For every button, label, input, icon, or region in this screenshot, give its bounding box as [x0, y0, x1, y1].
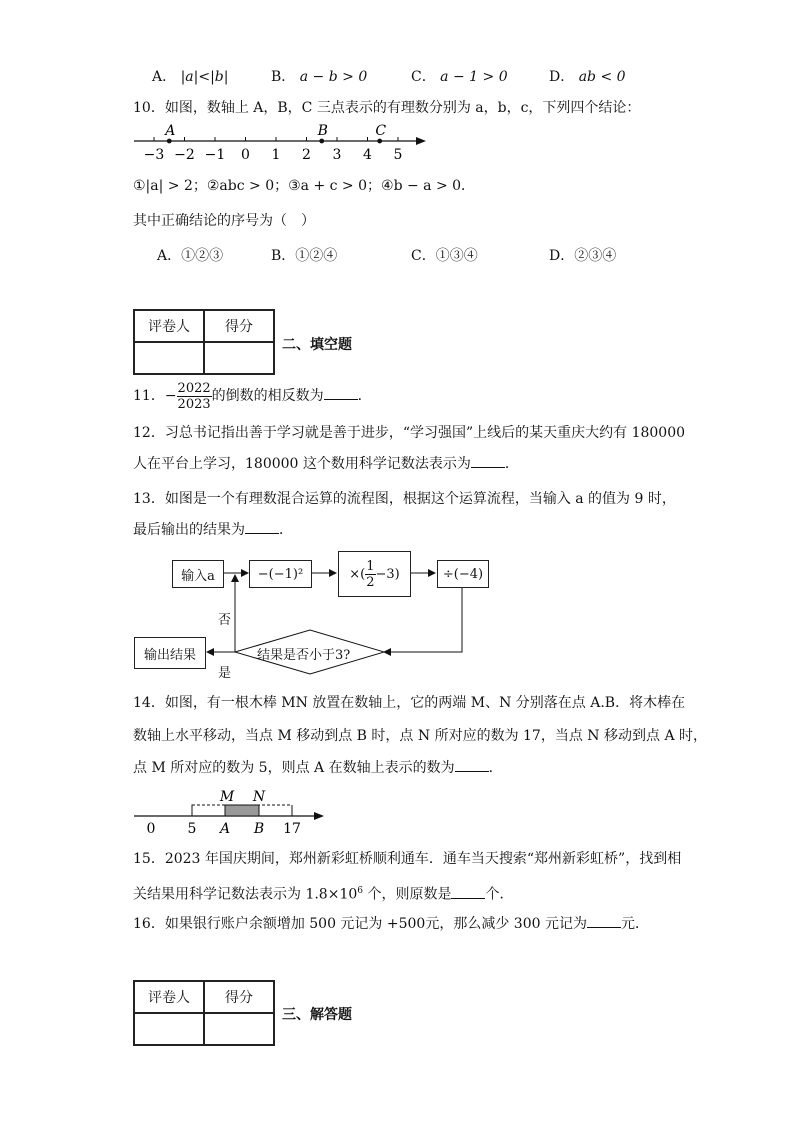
flow-step2-fraction [365, 559, 375, 590]
score-header: 得分 [204, 981, 274, 1013]
flow-step3-label: ÷(−4) [442, 566, 484, 582]
grader-header: 评卷人 [134, 310, 204, 342]
q14-line1: 14．如图，有一根木棒 MN 放置在数轴上，它的两端 M、N 分别落在点 A.B．将木棒在 [133, 695, 686, 711]
flow-output-label: 输出结果 [143, 647, 196, 663]
q14-text: 点 M 所对应的数为 5，则点 A 在数轴上表示的数为 [133, 760, 455, 776]
option-text: ①②④ [295, 248, 338, 264]
q16-text: 16．如果银行账户余额增加 500 元记为 +500元，那么减少 300 元记为 [133, 916, 587, 932]
axis-arrow-icon [314, 812, 324, 820]
q9-option-b [271, 66, 367, 86]
flow-step1-box [249, 560, 312, 588]
q14-end: ． [488, 760, 503, 776]
frac-numerator: 1 [366, 558, 375, 574]
q10-number-line [130, 120, 430, 164]
option-expr: a − 1 > 0 [440, 69, 508, 85]
q15-end: 个． [485, 886, 514, 903]
label-0: 0 [146, 821, 156, 835]
q10-conclusions: ①|a| > 2；②abc > 0；③a + c > 0；④b − a > 0． [133, 178, 476, 194]
q14-number-line [130, 785, 330, 835]
q15-line2 [133, 882, 513, 904]
answer-blank[interactable] [245, 521, 279, 534]
flow-step3-box [437, 560, 489, 588]
option-letter: A． [152, 69, 177, 85]
flow-decision-label: 结果是否小于3? [257, 648, 351, 663]
option-expr: |a|<|b| [180, 69, 229, 85]
answer-blank[interactable] [587, 915, 621, 928]
q15-text-mid: 个，则原数是 [363, 886, 452, 903]
option-letter: D． [549, 248, 575, 264]
section-title-answer: 三、解答题 [282, 1007, 352, 1023]
answer-blank[interactable] [471, 455, 505, 468]
q10-question: 其中正确结论的序号为（ ） [133, 213, 315, 229]
tick-label: 0 [241, 147, 250, 163]
q14-line2: 数轴上水平移动，当点 M 移动到点 B 时，点 N 所对应的数为 17，当点 N 移动到点 A 时， [133, 728, 707, 744]
q9-option-c [411, 66, 508, 86]
flow-output-box [134, 637, 206, 669]
answer-blank[interactable] [455, 759, 489, 772]
answer-blank[interactable] [451, 886, 485, 899]
option-expr: ab < 0 [578, 69, 626, 85]
q12-line1: 12．习总书记指出善于学习就是善于进步，“学习强国”上线后的某天重庆大约有 180000 [133, 425, 686, 441]
tick-label: −2 [174, 147, 195, 163]
score-header: 得分 [204, 310, 274, 342]
q14-line3 [133, 759, 503, 777]
q16-end: 元． [620, 916, 649, 932]
section-title-fill-blank: 二、填空题 [282, 337, 352, 353]
q10-option-a [157, 245, 223, 265]
q10-option-b [271, 245, 337, 265]
q10-option-c [411, 245, 478, 265]
option-letter: A． [157, 248, 182, 264]
tick-label: 3 [332, 147, 342, 163]
rod-mn [225, 805, 259, 816]
score-table-section3 [133, 980, 275, 1046]
flow-step2-post: −3) [375, 566, 400, 582]
q16 [133, 915, 649, 933]
q13-end: ． [279, 522, 293, 538]
option-expr: a − b > 0 [299, 69, 368, 85]
label-b: B [253, 821, 265, 835]
grader-cell[interactable] [134, 342, 204, 374]
q11-fraction [177, 381, 212, 412]
frac-numerator: 2022 [177, 380, 211, 396]
tick-label: 5 [393, 147, 403, 163]
q9-option-d [549, 66, 626, 86]
label-5: 5 [187, 821, 197, 835]
q11-suffix: 的倒数的相反数为 [211, 388, 324, 404]
q13-line1: 13．如图是一个有理数混合运算的流程图，根据这个运算流程，当输入 a 的值为 9 时， [133, 491, 676, 507]
q9-option-a [152, 66, 228, 86]
point-label-a: A [165, 123, 176, 139]
q12-end: ． [504, 456, 519, 472]
tick-label: −3 [143, 147, 165, 163]
label-n: N [252, 789, 266, 805]
label-17: 17 [283, 821, 301, 835]
q12-line2 [133, 455, 519, 473]
q13-text: 最后输出的结果为 [133, 522, 245, 538]
tick-label: 2 [302, 147, 311, 163]
q13-line2 [133, 521, 293, 539]
flow-yes-label: 是 [218, 666, 232, 681]
flow-input-label: 输入a [181, 568, 215, 584]
tick-label: 1 [271, 147, 281, 163]
point-label-c: C [375, 123, 387, 139]
tick-label: −1 [204, 147, 226, 163]
point-c [377, 139, 382, 144]
q15-line1: 15．2023 年国庆期间，郑州新彩虹桥顺利通车．通车当天搜索“郑州新彩虹桥”，找到相 [133, 851, 682, 867]
option-text: ①③④ [435, 248, 478, 264]
option-letter: C． [411, 69, 436, 85]
flow-step1-label: −(−1)² [257, 566, 304, 582]
tick-label: 4 [363, 147, 372, 163]
score-cell[interactable] [204, 1013, 274, 1045]
q11 [133, 380, 372, 412]
q10-option-d [549, 245, 616, 265]
option-letter: B． [271, 69, 296, 85]
point-label-b: B [317, 123, 328, 139]
q15-exponent: 6 [357, 886, 363, 896]
q10-stem: 10．如图，数轴上 A，B，C 三点表示的有理数分别为 a，b，c，下列四个结论： [133, 100, 641, 116]
answer-blank[interactable] [324, 387, 358, 400]
q12-text: 人在平台上学习，180000 这个数用科学记数法表示为 [133, 456, 471, 472]
label-m: M [219, 789, 235, 805]
flow-step2-box [338, 551, 411, 597]
frac-denominator: 2023 [177, 396, 211, 412]
score-table-section2 [133, 309, 275, 375]
q11-prefix: 11．− [133, 388, 177, 404]
frac-denominator: 2 [366, 574, 375, 590]
option-text: ②③④ [574, 248, 617, 264]
option-letter: B． [271, 248, 296, 264]
grader-header: 评卷人 [134, 981, 204, 1013]
q11-end: ． [357, 388, 372, 404]
flow-no-label: 否 [218, 613, 232, 628]
point-b [319, 139, 324, 144]
q15-text-pre: 关结果用科学记数法表示为 1.8×10 [133, 886, 358, 903]
option-text: ①②③ [181, 248, 224, 264]
score-cell[interactable] [204, 342, 274, 374]
axis-arrow-icon [416, 137, 426, 145]
flow-input-box [172, 560, 224, 588]
flow-step2-pre: ×( [349, 566, 366, 582]
option-letter: D． [549, 69, 575, 85]
label-a: A [219, 821, 231, 835]
point-a [167, 139, 172, 144]
option-letter: C． [411, 248, 436, 264]
grader-cell[interactable] [134, 1013, 204, 1045]
